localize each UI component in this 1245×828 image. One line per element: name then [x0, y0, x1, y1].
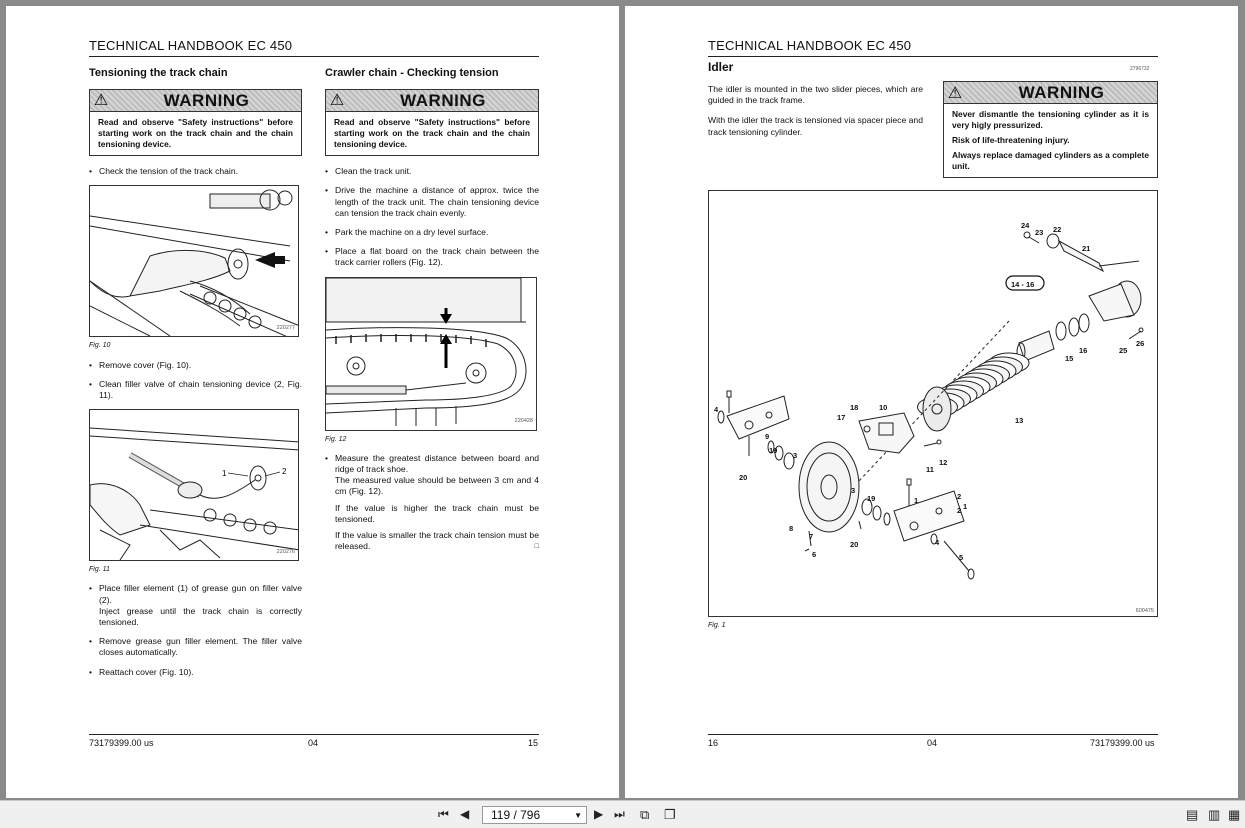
cover-illustration — [90, 186, 299, 337]
facing-view-icon[interactable]: ▦ — [1228, 807, 1241, 822]
figure-caption: Fig. 10 — [89, 342, 111, 350]
callout-number: 6 — [812, 550, 817, 559]
callout-number: 18 — [850, 403, 859, 412]
paragraph: The idler is mounted in the two slider pieces, which are guided in the track frame. — [708, 84, 923, 106]
previous-page-button[interactable]: ◀ — [460, 807, 470, 821]
callout-number: 15 — [1065, 354, 1074, 363]
callout-number: 2 — [957, 506, 962, 515]
step: • Drive the machine a distance of approx. twice the length of the track unit. The chain tensioning device can tension the track chain evenly. — [325, 185, 539, 219]
callout-number: 13 — [1015, 416, 1024, 425]
last-page-button[interactable]: ⏭ — [614, 807, 625, 821]
grease-gun-illustration — [90, 410, 299, 561]
header-rule — [708, 56, 1158, 57]
column-tensioning — [89, 68, 302, 686]
continuous-view-icon[interactable]: ▥ — [1208, 807, 1221, 822]
section-title: Crawler chain - Checking tension — [325, 67, 499, 79]
track-chain-illustration — [326, 278, 537, 431]
warning-triangle-icon: ⚠ — [93, 92, 109, 110]
warning-title: WARNING — [163, 91, 250, 111]
callout-number: 23 — [1035, 228, 1044, 237]
footer-rule — [89, 734, 539, 735]
callout-number: 10 — [879, 403, 888, 412]
step: • Reattach cover (Fig. 10). — [89, 667, 302, 678]
viewer-toolbar — [0, 800, 1245, 828]
callout-number: 17 — [837, 413, 846, 422]
callout-number: 26 — [1136, 339, 1145, 348]
page-header: TECHNICAL HANDBOOK EC 450 — [708, 38, 912, 53]
footer-section: 04 — [308, 738, 319, 748]
warning-box — [943, 81, 1158, 178]
callout-number: 19 — [867, 494, 876, 503]
callout-number: 1 — [963, 502, 968, 511]
footer-rule — [708, 734, 1158, 735]
callout-number: 7 — [809, 532, 814, 541]
warning-text: Read and observe "Safety instructions" before starting work on the track chain and the chain tensioning device. — [98, 117, 293, 150]
figure-10: 220277 — [89, 185, 299, 337]
two-page-view-icon[interactable]: ❐ — [664, 807, 676, 822]
page-header: TECHNICAL HANDBOOK EC 450 — [89, 38, 293, 53]
callout-number: 1 — [914, 496, 919, 505]
callout-number: 16 — [1079, 346, 1088, 355]
footer-page-number: 16 — [708, 738, 719, 748]
warning-title: WARNING — [400, 91, 486, 111]
header-rule — [89, 56, 539, 57]
end-mark: □ — [534, 543, 539, 551]
fit-page-icon[interactable]: ⧉ — [640, 807, 650, 822]
figure-caption: Fig. 11 — [89, 566, 110, 574]
single-page-view-icon[interactable]: ▤ — [1186, 807, 1199, 822]
first-page-button[interactable]: ⏮ — [438, 807, 449, 821]
doc-code: 2796732 — [1130, 66, 1150, 72]
warning-title: WARNING — [1018, 82, 1105, 102]
callout-1: 1 — [222, 469, 227, 479]
column-checking — [325, 68, 539, 560]
figure-12: 220428 — [325, 277, 537, 431]
warning-box — [325, 89, 539, 156]
callout-number: 12 — [939, 458, 948, 467]
page-16 — [625, 6, 1238, 798]
callout-number: 20 — [850, 540, 859, 549]
section-title: Tensioning the track chain — [89, 67, 228, 79]
callout-number: 14 - 16 — [1011, 280, 1035, 289]
section-title: Idler — [708, 60, 734, 74]
idler-exploded-view — [709, 191, 1158, 617]
callout-number: 20 — [739, 473, 748, 482]
footer-section: 04 — [927, 738, 938, 748]
footer-page-number: 15 — [528, 738, 539, 748]
step: • Remove grease gun filler element. The filler valve closes automatically. — [89, 636, 302, 658]
footer-doc-number: 73179399.00 us — [89, 738, 154, 748]
figure-1-exploded-idler: 24 23 22 21 14 - 16 26 25 16 15 13 18 10 17 9 19 3 12 11 2 1 4 20 3 19 2 1 4 8 7 6 20 5 600475 — [708, 190, 1158, 617]
step: • Remove cover (Fig. 10). — [89, 360, 302, 371]
warning-triangle-icon: ⚠ — [947, 84, 963, 102]
callout-2: 2 — [282, 467, 287, 477]
figure-11: 1 2 220276 — [89, 409, 299, 561]
callout-number: 25 — [1119, 346, 1128, 355]
callout-number: 4 — [714, 405, 719, 414]
figure-caption: Fig. 1 — [708, 622, 726, 629]
step: • Place a flat board on the track chain between the track carrier rollers (Fig. 12). — [325, 246, 539, 268]
callout-number: 3 — [793, 451, 798, 460]
callout-number: 2 — [957, 492, 962, 501]
callout-number: 19 — [769, 446, 778, 455]
step: • Check the tension of the track chain. — [89, 166, 302, 177]
paragraph: With the idler the track is tensioned via spacer piece and track tensioning cylinder. — [708, 115, 923, 137]
step: • Measure the greatest distance between board and ridge of track shoe. The measured value should be between 3 cm and 4 cm (Fig. 12). If the value is higher the track chain must be tensioned. If the value is smaller the track chain tension must be released. □ — [325, 453, 539, 553]
step: • Place filler element (1) of grease gun on filler valve (2). Inject grease until the track chain is correctly tensioned. — [89, 583, 302, 628]
callout-number: 11 — [926, 465, 934, 474]
callout-number: 3 — [851, 486, 856, 495]
next-page-button[interactable]: ▶ — [594, 807, 604, 821]
callout-number: 9 — [765, 432, 770, 441]
warning-text: Read and observe "Safety instructions" before starting work on the track chain and the chain tensioning device. — [334, 117, 530, 150]
callout-number: 8 — [789, 524, 794, 533]
callout-number: 5 — [959, 553, 964, 562]
warning-box — [89, 89, 302, 156]
page-15 — [6, 6, 619, 798]
step: • Park the machine on a dry level surface. — [325, 227, 539, 238]
warning-triangle-icon: ⚠ — [329, 92, 345, 110]
callout-number: 24 — [1021, 221, 1030, 230]
callout-number: 21 — [1082, 244, 1091, 253]
warning-text: Never dismantle the tensioning cylinder as it is very higly pressurized. Risk of life-threatening injury. Always replace damaged cylinders as a complete unit. — [952, 109, 1149, 171]
callout-number: 22 — [1053, 225, 1062, 234]
footer-doc-number: 73179399.00 us — [1090, 738, 1155, 748]
figure-caption: Fig. 12 — [325, 435, 347, 443]
chevron-down-icon[interactable]: ▼ — [574, 810, 582, 820]
step: • Clean the track unit. — [325, 166, 539, 177]
page-number-field[interactable]: 119 / 796 ▼ — [482, 806, 587, 824]
callout-number: 4 — [935, 538, 940, 547]
step: • Clean filler valve of chain tensioning device (2, Fig. 11). — [89, 379, 302, 401]
